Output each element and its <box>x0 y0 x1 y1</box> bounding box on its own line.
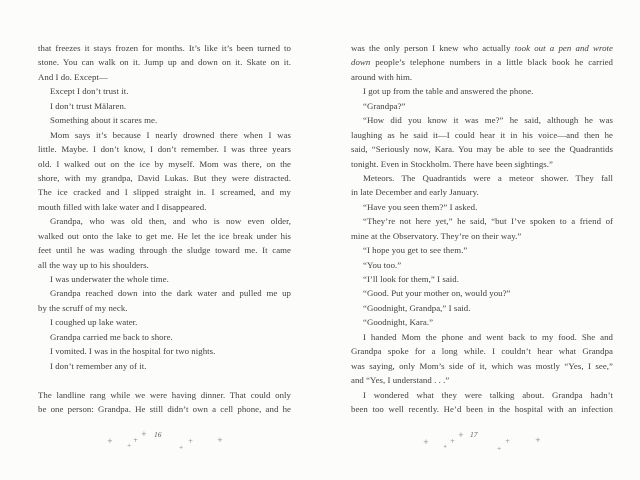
star-icon: + <box>535 436 541 444</box>
text-line: in late December and early January. <box>351 187 479 198</box>
text-line: Something about it scares me. <box>50 115 158 126</box>
text-line: by the scruff of my neck. <box>38 302 128 313</box>
text-line: little. Maybe. I don’t know, I don’t remember. I was three years <box>38 144 291 155</box>
text-line: “I hope you get to see them.” <box>363 245 468 256</box>
page-number-left: 16 <box>154 430 162 439</box>
text-line: Mom says it’s because I nearly drowned there when I was <box>50 129 291 140</box>
text-line: down people’s telephone numbers in a little black book he carried <box>351 57 613 68</box>
book-page-right <box>351 41 613 416</box>
text-line: old. I walked out on the ice by myself. Mom was there, on the <box>38 158 291 169</box>
star-icon: + <box>443 444 448 450</box>
text-line: that freezes it stays frozen for months. It’s like it’s been turned to <box>38 43 291 53</box>
book-page-left <box>38 41 291 416</box>
text-line: around with him. <box>351 71 413 82</box>
text-line: stone. You can walk on it. Jump up and down on it. Skate on it. <box>38 57 291 68</box>
text-line: Except I don’t trust it. <box>50 86 129 97</box>
text-line: “I’ll look for them,” I said. <box>363 274 459 284</box>
text-line: I don’t remember any of it. <box>50 360 147 371</box>
star-icon: + <box>450 438 456 445</box>
text-line: was the only person I knew who actually took out a pen and wrote <box>351 43 613 53</box>
scene-break <box>38 373 291 387</box>
text-line: Grandpa reached down into the dark water and pulled me up <box>50 288 291 299</box>
text-line: And I do. Except— <box>38 71 108 82</box>
folio-decoration-left <box>100 427 230 453</box>
text-line: The landline rang while we were having dinner. That could only <box>38 389 291 400</box>
text-line: all the way up to his shoulders. <box>38 259 149 270</box>
text-line: be one person: Grandpa. He still didn’t own a cell phone, and he <box>38 403 291 414</box>
text-line: mine at the Observatory. They’re on their way.” <box>351 230 522 241</box>
folio-decoration-right <box>416 427 546 453</box>
star-icon: + <box>107 437 113 445</box>
text-line: and “Yes, I understand . . .” <box>351 375 450 386</box>
star-icon: + <box>179 445 184 451</box>
text-line: I got up from the table and answered the phone. <box>363 86 534 97</box>
text-line: I was underwater the whole time. <box>50 274 169 284</box>
text-line: said, “Seriously now, Kara. You may be able to see the Quadrantids <box>351 144 613 155</box>
italic-text: down <box>351 57 371 68</box>
text-line: The ice cracked and I slipped straight in. I screamed, and my <box>38 187 291 198</box>
star-icon: + <box>188 438 194 445</box>
star-icon: + <box>141 430 147 438</box>
text-line: Meteors. The Quadrantids were a meteor shower. They fall <box>363 172 613 183</box>
text-line: “Have you seen them?” I asked. <box>363 201 478 212</box>
text-line: “They’re not here yet,” he said, “but I’ve spoken to a friend of <box>363 216 613 227</box>
text-line: I coughed up lake water. <box>50 317 138 328</box>
text-line: I don’t trust Mälaren. <box>50 100 127 111</box>
text-line: tonight. Even in Stockholm. There have been sightings.” <box>351 158 553 169</box>
text-line: I vomited. I was in the hospital for two nights. <box>50 346 216 357</box>
star-icon: + <box>497 446 502 452</box>
text-line: walked out onto the lake to get me. He let the ice break under his <box>38 230 291 241</box>
text-line: Grandpa spoke for a long while. I couldn’t hear what Grandpa <box>351 346 613 357</box>
text-line: mouth filled with lake water and I disappeared. <box>38 201 207 212</box>
text-line: feet until he was wading through the sludge toward me. It came <box>38 245 291 256</box>
text-line: shore, with my grandpa, David Lukas. But they were distracted. <box>38 172 291 183</box>
italic-text: took out a pen and wrote <box>514 43 613 53</box>
text-line: Grandpa carried me back to shore. <box>50 331 173 342</box>
text-line: “Grandpa?” <box>363 100 406 111</box>
text-line: “Good. Put your mother on, would you?” <box>363 288 511 299</box>
star-icon: + <box>505 438 511 445</box>
star-icon: + <box>458 431 464 439</box>
star-icon: + <box>423 438 429 446</box>
page-number-right: 17 <box>470 430 478 439</box>
star-icon: + <box>133 437 139 444</box>
star-icon: + <box>127 443 132 449</box>
text-line: Grandpa, who was old then, and who is now even older, <box>50 216 291 227</box>
text-line: “Goodnight, Grandpa,” I said. <box>363 302 471 313</box>
text-line: “You too.” <box>363 259 402 270</box>
text-line: “How did you know it was me?” he said, although he was <box>363 115 613 126</box>
star-icon: + <box>217 436 223 444</box>
text-line: I wondered what they were talking about. Grandpa hadn’t <box>363 389 613 400</box>
text-line: been too well recently. He’d been in the hospital with an infection <box>351 403 613 414</box>
text-line: I handed Mom the phone and went back to my food. She and <box>363 331 613 342</box>
text-line: laughing as he said it—I could hear it in his voice—and then he <box>351 129 613 140</box>
text-line: was saying, only Mom’s side of it, which was mostly “Yes, I see,” <box>351 360 613 371</box>
text-line: “Goodnight, Kara.” <box>363 317 434 328</box>
